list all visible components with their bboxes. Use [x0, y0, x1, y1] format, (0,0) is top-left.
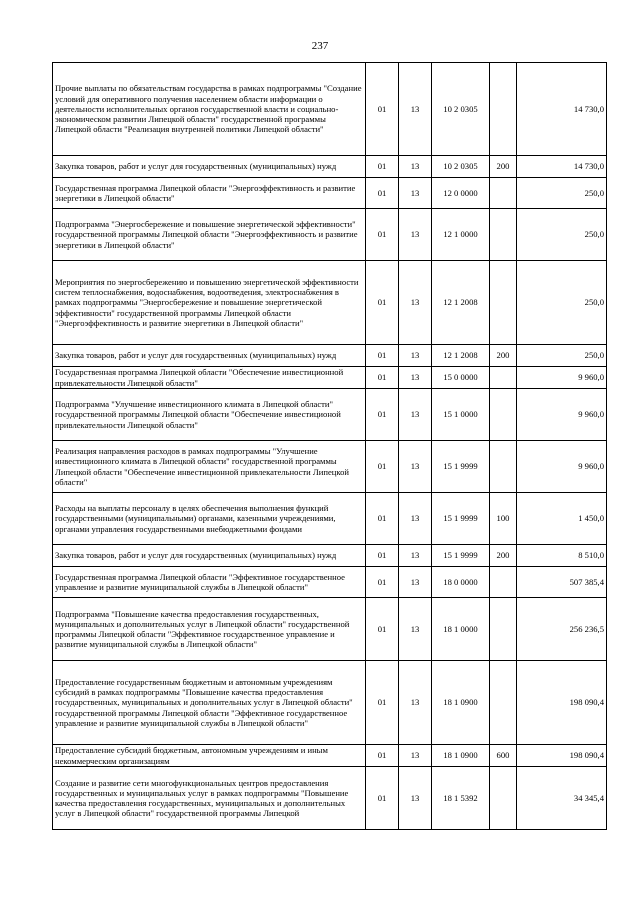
table-row [53, 63, 607, 156]
row-target-article-cell: 12 1 0000 [432, 209, 490, 261]
row-name-cell: Закупка товаров, работ и услуг для государственных (муниципальных) нужд [53, 545, 366, 567]
row-name-cell: Прочие выплаты по обязательствам государства в рамках подпрограммы "Создание условий для оперативного получения населением области информации о деятельности исполнительных органов государственной власти и социально-экономическом развитии Липецкой области" государственной программы Липецкой области "Реализация внутренней политики Липецкой области" [53, 63, 366, 156]
row-expense-type-cell [490, 567, 517, 598]
row-subsection-cell: 13 [399, 156, 432, 178]
row-expense-type-cell [490, 661, 517, 745]
row-section-cell: 01 [366, 567, 399, 598]
row-subsection-cell: 13 [399, 441, 432, 493]
row-expense-type-cell: 600 [490, 745, 517, 767]
row-section-cell: 01 [366, 345, 399, 367]
row-amount-cell: 198 090,4 [517, 661, 607, 745]
row-name-cell: Предоставление субсидий бюджетным, автономным учреждениям и иным некоммерческим организациям [53, 745, 366, 767]
row-name-cell: Предоставление государственным бюджетным и автономным учреждениям субсидий в рамках подпрограммы "Повышение качества предоставления государственных, муниципальных и дополнительных услуг в Липецкой области" государственной программы Липецкой области "Эффективное государственное управление и развитие муниципальной службы в Липецкой области" [53, 661, 366, 745]
row-expense-type-cell [490, 441, 517, 493]
row-target-article-cell: 12 0 0000 [432, 178, 490, 209]
row-amount-cell: 250,0 [517, 261, 607, 345]
row-target-article-cell: 10 2 0305 [432, 63, 490, 156]
row-target-article-cell: 18 0 0000 [432, 567, 490, 598]
row-expense-type-cell: 200 [490, 545, 517, 567]
row-section-cell: 01 [366, 261, 399, 345]
row-subsection-cell: 13 [399, 261, 432, 345]
row-target-article-cell: 12 1 2008 [432, 345, 490, 367]
row-name-cell: Подпрограмма "Улучшение инвестиционного климата в Липецкой области" государственной программы Липецкой области "Обеспечение инвестиционой привлекательности Липецкой области" [53, 389, 366, 441]
row-expense-type-cell: 200 [490, 345, 517, 367]
row-target-article-cell: 18 1 0900 [432, 661, 490, 745]
row-section-cell: 01 [366, 441, 399, 493]
row-subsection-cell: 13 [399, 745, 432, 767]
row-expense-type-cell: 200 [490, 156, 517, 178]
table-row [53, 767, 607, 830]
row-name-cell: Подпрограмма "Повышение качества предоставления государственных, муниципальных и дополнительных услуг в Липецкой области" государственной программы Липецкой области "Эффективное государственное управление и развитие муниципальной службы в Липецкой области" [53, 598, 366, 661]
row-subsection-cell: 13 [399, 661, 432, 745]
row-target-article-cell: 15 1 9999 [432, 493, 490, 545]
row-target-article-cell: 12 1 2008 [432, 261, 490, 345]
row-subsection-cell: 13 [399, 493, 432, 545]
row-target-article-cell: 15 1 9999 [432, 441, 490, 493]
row-section-cell: 01 [366, 63, 399, 156]
row-target-article-cell: 15 1 9999 [432, 545, 490, 567]
row-subsection-cell: 13 [399, 767, 432, 830]
row-amount-cell: 250,0 [517, 209, 607, 261]
table-row [53, 209, 607, 261]
row-subsection-cell: 13 [399, 209, 432, 261]
row-amount-cell: 14 730,0 [517, 156, 607, 178]
row-expense-type-cell [490, 63, 517, 156]
row-subsection-cell: 13 [399, 389, 432, 441]
row-name-cell: Реализация направления расходов в рамках подпрограммы "Улучшение инвестиционного климата в Липецкой области" государственной программы Липецкой области "Обеспечение инвестиционной привлекательности Липецкой области" [53, 441, 366, 493]
row-amount-cell: 256 236,5 [517, 598, 607, 661]
row-target-article-cell: 15 1 0000 [432, 389, 490, 441]
row-amount-cell: 8 510,0 [517, 545, 607, 567]
row-amount-cell: 250,0 [517, 178, 607, 209]
row-expense-type-cell [490, 367, 517, 389]
row-name-cell: Закупка товаров, работ и услуг для государственных (муниципальных) нужд [53, 345, 366, 367]
row-subsection-cell: 13 [399, 567, 432, 598]
row-section-cell: 01 [366, 598, 399, 661]
row-target-article-cell: 18 1 5392 [432, 767, 490, 830]
row-amount-cell: 507 385,4 [517, 567, 607, 598]
table-row [53, 598, 607, 661]
row-subsection-cell: 13 [399, 178, 432, 209]
table-row [53, 441, 607, 493]
row-name-cell: Расходы на выплаты персоналу в целях обеспечения выполнения функций государственными (муниципальными) органами, казенными учреждениями, органами управления государственными внебюджетными фондами [53, 493, 366, 545]
row-amount-cell: 1 450,0 [517, 493, 607, 545]
row-expense-type-cell [490, 178, 517, 209]
table-row [53, 493, 607, 545]
row-subsection-cell: 13 [399, 345, 432, 367]
table-row [53, 661, 607, 745]
row-amount-cell: 14 730,0 [517, 63, 607, 156]
budget-table-body [53, 63, 607, 830]
table-row [53, 567, 607, 598]
row-section-cell: 01 [366, 493, 399, 545]
budget-table [52, 62, 607, 830]
row-target-article-cell: 18 1 0000 [432, 598, 490, 661]
row-section-cell: 01 [366, 767, 399, 830]
row-subsection-cell: 13 [399, 598, 432, 661]
table-row [53, 345, 607, 367]
row-name-cell: Государственная программа Липецкой области "Обеспечение инвестиционной привлекательности Липецкой области" [53, 367, 366, 389]
row-section-cell: 01 [366, 367, 399, 389]
row-section-cell: 01 [366, 156, 399, 178]
table-row [53, 545, 607, 567]
row-target-article-cell: 15 0 0000 [432, 367, 490, 389]
table-row [53, 367, 607, 389]
row-amount-cell: 9 960,0 [517, 389, 607, 441]
row-amount-cell: 34 345,4 [517, 767, 607, 830]
row-expense-type-cell [490, 209, 517, 261]
page-number: 237 [311, 40, 329, 52]
row-expense-type-cell [490, 261, 517, 345]
table-row [53, 745, 607, 767]
table-row [53, 156, 607, 178]
row-amount-cell: 9 960,0 [517, 441, 607, 493]
row-section-cell: 01 [366, 545, 399, 567]
row-target-article-cell: 18 1 0900 [432, 745, 490, 767]
row-subsection-cell: 13 [399, 545, 432, 567]
row-expense-type-cell [490, 767, 517, 830]
table-row [53, 261, 607, 345]
row-name-cell: Подпрограмма "Энергосбережение и повышение энергетической эффективности" государственной программы Липецкой области "Энергоэффективность и развитие энергетики в Липецкой области" [53, 209, 366, 261]
row-target-article-cell: 10 2 0305 [432, 156, 490, 178]
row-name-cell: Государственная программа Липецкой области "Эффективное государственное управление и развитие муниципальной службы в Липецкой области" [53, 567, 366, 598]
row-subsection-cell: 13 [399, 367, 432, 389]
row-name-cell: Государственная программа Липецкой области "Энергоэффективность и развитие энергетики в Липецкой области" [53, 178, 366, 209]
row-name-cell: Создание и развитие сети многофункциональных центров предоставления государственных и муниципальных услуг в рамках подпрограммы "Повышение качества предоставления государственных, муниципальных и дополнительных услуг в Липецкой области" государственной программы Липецкой [53, 767, 366, 830]
row-name-cell: Закупка товаров, работ и услуг для государственных (муниципальных) нужд [53, 156, 366, 178]
row-section-cell: 01 [366, 745, 399, 767]
row-section-cell: 01 [366, 661, 399, 745]
row-expense-type-cell [490, 598, 517, 661]
row-amount-cell: 250,0 [517, 345, 607, 367]
table-row [53, 389, 607, 441]
row-name-cell: Мероприятия по энергосбережению и повышению энергетической эффективности систем теплоснабжения, водоснабжения, водоотведения, электроснабжения в рамках подпрограммы "Энергосбережение и повышение энергетической эффективности" государственной программы Липецкой области "Энергоэффективность и развитие энергетики в Липецкой области" [53, 261, 366, 345]
row-expense-type-cell [490, 389, 517, 441]
row-section-cell: 01 [366, 389, 399, 441]
row-subsection-cell: 13 [399, 63, 432, 156]
row-amount-cell: 9 960,0 [517, 367, 607, 389]
row-expense-type-cell: 100 [490, 493, 517, 545]
row-amount-cell: 198 090,4 [517, 745, 607, 767]
row-section-cell: 01 [366, 209, 399, 261]
row-section-cell: 01 [366, 178, 399, 209]
table-row [53, 178, 607, 209]
